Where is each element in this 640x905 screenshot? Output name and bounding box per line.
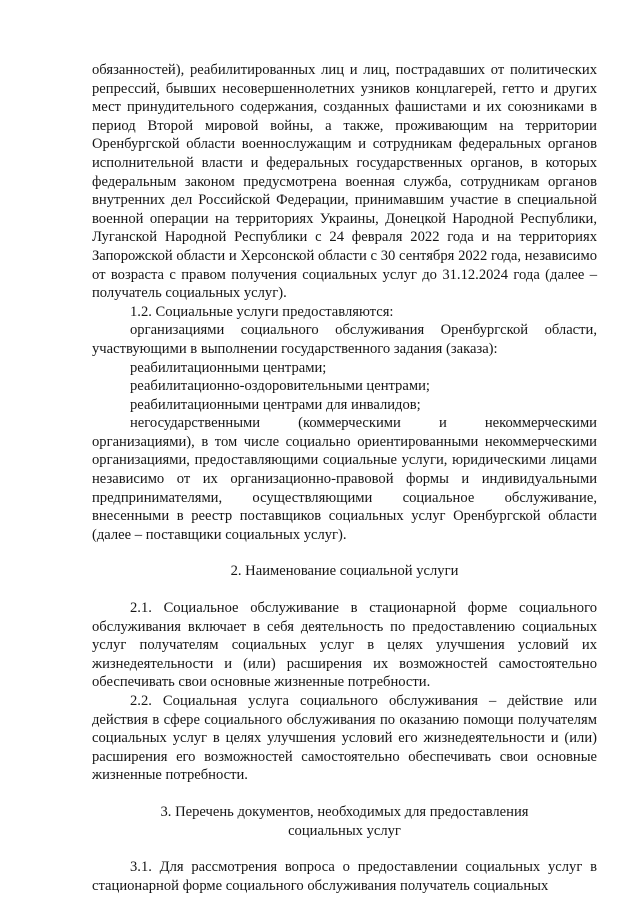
section-heading-3-line-1: 3. Перечень документов, необходимых для предоставления	[160, 803, 529, 820]
paragraph-organizations: организациями социального обслуживания Оренбургской области, участвующими в выполнении государственного задания (заказа):	[92, 322, 597, 357]
clause-3-1: 3.1. Для рассмотрения вопроса о предоставлении социальных услуг в стационарной форме социального обслуживания получатель социальных	[92, 859, 597, 894]
document-body	[92, 61, 597, 895]
paragraph-non-state-providers: негосударственными (коммерческими и некоммерческими организациями), в том числе социально ориентированными некоммерческими организациями, предоставляющими социальные услуги, юридическими лицами независимо от их организационно-правовой формы и индивидуальными предпринимателями, осуществляющими социальное обслуживание, внесенными в реестр поставщиков социальных услуг Оренбургской области (далее – поставщики социальных услуг).	[92, 415, 597, 543]
paragraph-recipients-continued: обязанностей), реабилитированных лиц и лиц, пострадавших от политических репрессий, бывших несовершеннолетних узников концлагерей, гетто и других мест принудительного содержания, созданных фашистами и их союзниками в период Второй мировой войны, а также, проживающим на территории Оренбургской области военнослужащим и сотрудникам федеральных органов исполнительной власти и федеральных государственных органов, в которых федеральным законом предусмотрена военная служба, сотрудникам органов внутренних дел Российской Федерации, принимавшим участие в специальной военной операции на территориях Украины, Донецкой Народной Республики, Луганской Народной Республики с 24 февраля 2022 года и на территориях Запорожской области и Херсонской области с 30 сентября 2022 года, независимо от возраста с правом получения социальных услуг до 31.12.2024 года (далее – получатель социальных услуг).	[92, 62, 597, 302]
clause-1-2: 1.2. Социальные услуги предоставляются:	[130, 303, 394, 320]
list-item-rehab-centers-disabled: реабилитационными центрами для инвалидов;	[130, 396, 421, 413]
list-item-rehab-centers: реабилитационными центрами;	[130, 359, 327, 376]
clause-2-2: 2.2. Социальная услуга социального обслуживания – действие или действия в сфере социального обслуживания по оказанию помощи получателям социальных услуг в целях улучшения условий его жизнедеятельности и (или) расширения его возможностей самостоятельно обеспечивать свои основные жизненные потребности.	[92, 693, 597, 784]
section-heading-3-line-2: социальных услуг	[288, 822, 401, 839]
section-heading-2: 2. Наименование социальной услуги	[230, 563, 459, 580]
list-item-rehab-health-centers: реабилитационно-оздоровительными центрами;	[130, 378, 430, 395]
clause-2-1: 2.1. Социальное обслуживание в стационарной форме социального обслуживания включает в себя деятельность по предоставлению социальных услуг получателям социальных услуг в целях улучшения условий их жизнедеятельности и (или) расширения их возможностей самостоятельно обеспечивать свои основные жизненные потребности.	[92, 600, 597, 691]
